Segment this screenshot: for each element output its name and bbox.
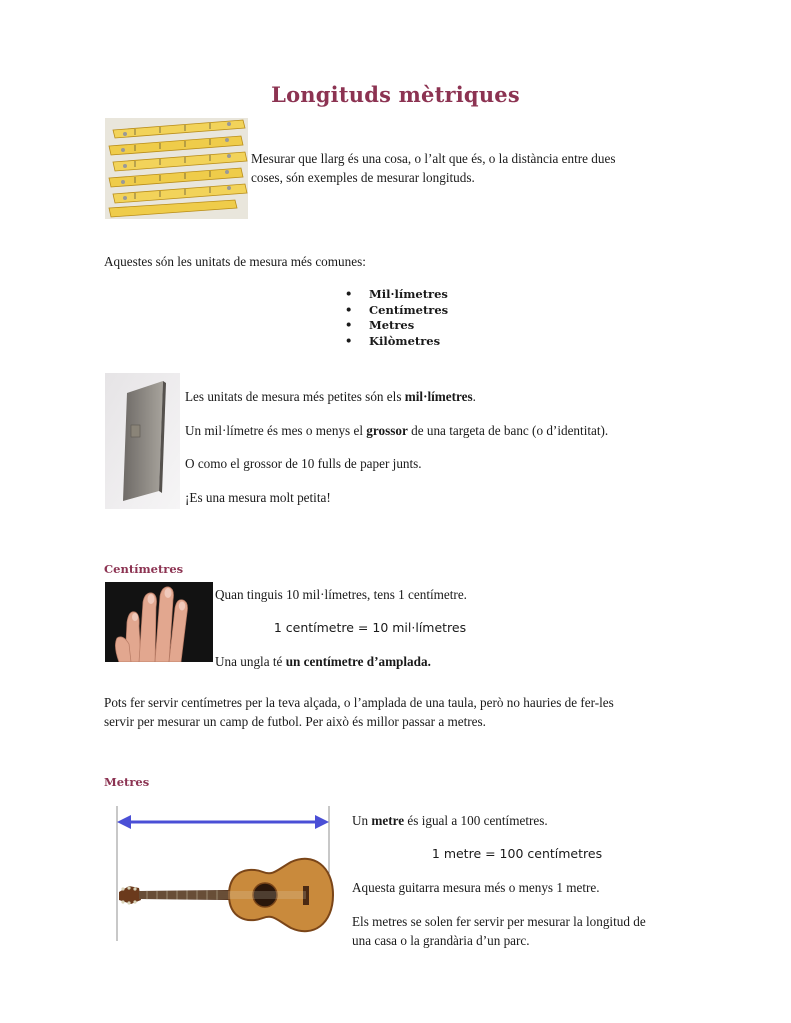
text-line: Els metres se solen fer servir per mesurar la longitud de: [352, 914, 646, 929]
millimetres-p4: ¡Es una mesura molt petita!: [185, 489, 331, 505]
text: Un: [352, 813, 372, 828]
text-line: Pots fer servir centímetres per la teva alçada, o l’amplada de una taula, però no hauries de fer-les: [104, 695, 614, 710]
bold-text: grossor: [366, 422, 408, 438]
text: Les unitats de mesura més petites són els: [185, 389, 405, 404]
page-title: Longituds mètriques: [271, 82, 520, 107]
text: Un mil·límetre és mes o menys el: [185, 422, 367, 438]
hand-fingers-image: [105, 582, 213, 662]
text-line: servir per mesurar un camp de futbol. Per això és millor passar a metres.: [104, 714, 486, 729]
millimetres-text: [185, 387, 685, 507]
list-item: • Metres: [345, 318, 448, 334]
metres-p1: [352, 811, 548, 830]
text: és igual a 100 centímetres.: [404, 813, 548, 828]
centimetres-p1: Quan tinguis 10 mil·límetres, tens 1 centímetre.: [215, 587, 467, 602]
bold-text: metre: [371, 813, 405, 828]
units-intro: Aquestes són les unitats de mesura més comunes:: [104, 254, 366, 269]
centimetres-p3: [104, 693, 704, 731]
intro-line-1: Mesurar que llarg és una cosa, o l’alt que és, o la distància entre dues: [251, 151, 616, 166]
list-item: • Centímetres: [345, 303, 448, 319]
bold-text: mil·límetres: [404, 389, 473, 404]
intro-text: [251, 149, 691, 187]
millimetres-p1: [185, 387, 685, 406]
intro-line-2: coses, són exemples de mesurar longituds.: [251, 170, 475, 185]
metres-formula: 1 metre = 100 centímetres: [431, 846, 603, 861]
metres-p3: [352, 912, 692, 950]
text: Una ungla té: [215, 654, 286, 669]
bank-card-image: [105, 373, 180, 509]
folding-ruler-image: [105, 118, 248, 219]
metres-heading: Metres: [104, 775, 150, 789]
list-item: • Mil·límetres: [345, 287, 448, 303]
centimetres-p2: [215, 652, 431, 671]
text: de una targeta de banc (o d’identitat).: [407, 422, 609, 438]
centimetres-formula: 1 centímetre = 10 mil·límetres: [273, 620, 467, 635]
bold-text: un centímetre d’amplada.: [285, 654, 431, 669]
millimetres-p2: [185, 421, 685, 440]
guitar-with-arrow-image: [107, 796, 347, 952]
units-list: [345, 287, 448, 349]
centimetres-heading: Centímetres: [104, 562, 184, 576]
text: .: [472, 389, 476, 404]
text-line: una casa o la grandària d’un parc.: [352, 933, 530, 948]
metres-p2: Aquesta guitarra mesura més o menys 1 metre.: [352, 880, 600, 895]
list-item: • Kilòmetres: [345, 334, 448, 350]
millimetres-p3: O como el grossor de 10 fulls de paper junts.: [185, 456, 422, 471]
